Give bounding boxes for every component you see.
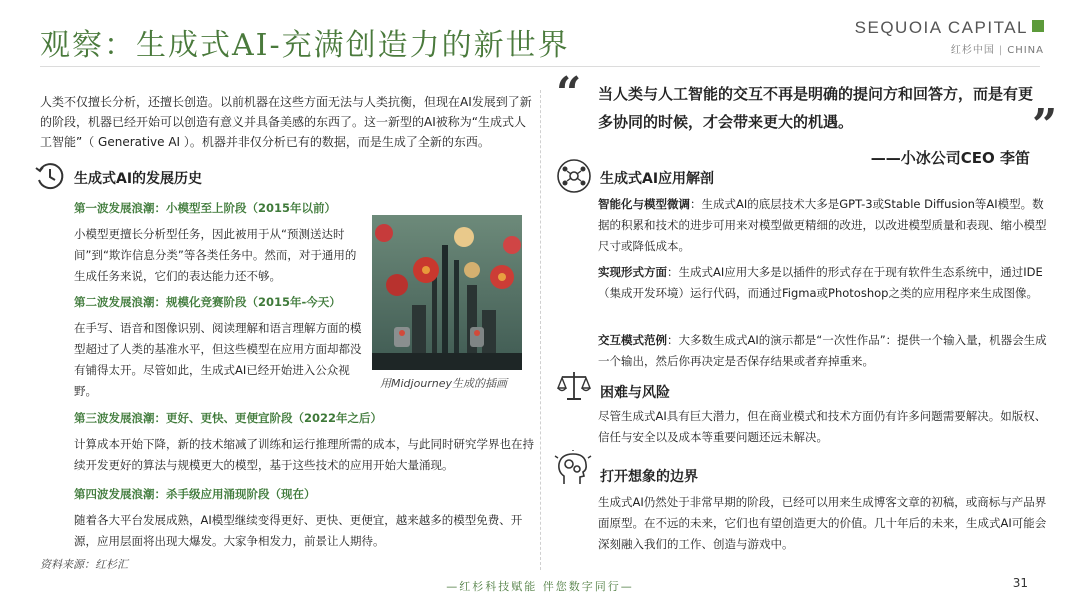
wave2-text: 在手写、语音和图像识别、阅读理解和语言理解方面的模型超过了人类的基准水平，但这些模型在应用方面却都没有铺得太开。尽管如此，生成式AI已经开始进入公众视野。: [74, 321, 362, 398]
footer-slogan: —红杉科技赋能 伴您数字同行—: [446, 580, 634, 593]
page-title: 观察：生成式AI-充满创造力的新世界: [40, 28, 570, 63]
logo-mark-icon: [1032, 20, 1044, 32]
photo-caption: 用Midjourney生成的插画: [380, 377, 508, 390]
ceo-quote: 当人类与人工智能的交互不再是明确的提问方和回答方，而是有更多协同的时候，才会带来更大的机遇。: [598, 85, 1034, 131]
midjourney-illustration: [372, 215, 522, 370]
history-section-title: 生成式AI的发展历史: [74, 171, 203, 187]
close-quote-icon: ”: [1032, 100, 1058, 151]
sequoia-logo: SEQUOIA CAPITAL 红杉中国 | CHINA: [854, 18, 1044, 56]
wave2-title: 第二波发展浪潮：规模化竞赛阶段（2015年-今天）: [74, 295, 341, 309]
column-divider: [540, 90, 541, 570]
paragraph-implementation: [598, 262, 1048, 304]
source-note: 资料来源：红杉汇: [40, 558, 128, 571]
wave1-title: 第一波发展浪潮：小模型至上阶段（2015年以前）: [74, 201, 337, 215]
header-rule: [40, 66, 1040, 67]
risk-text: 尽管生成式AI具有巨大潜力，但在商业模式和技术方面仍有许多问题需要解决。如版权、信任与安全以及成本等重要问题还远未解决。: [598, 409, 1047, 444]
intro-paragraph: 人类不仅擅长分析，还擅长创造。以前机器在这些方面无法与人类抗衡，但现在AI发展到了新的阶段，机器已经开始可以创造有意义并具备美感的东西了。这一新型的AI被称为“生成式人工智能”（ Generative AI ）。机器并非仅分析已有的数据，而是生成了全新的东西。: [40, 95, 532, 149]
open-quote-icon: “: [556, 68, 582, 119]
page-number: 31: [1012, 576, 1028, 590]
logo-sub-en: CHINA: [1007, 45, 1044, 56]
wave3-text: 计算成本开始下降，新的技术缩减了训练和运行推理所需的成本，与此同时研究学界也在持续开发更好的算法与规模更大的模型，基于这些技术的应用开始大量涌现。: [74, 437, 534, 472]
interaction-lead: 交互模式范例: [598, 333, 667, 347]
wave1-text: 小模型更擅长分析型任务，因此被用于从“预测送达时间”到“欺诈信息分类”等各类任务中。然而，对于通用的生成任务来说，它们的表达能力还不够。: [74, 227, 357, 283]
wave4-text: 随着各大平台发展成熟，AI模型继续变得更好、更快、更便宜，越来越多的模型免费、开源，应用层面将出现大爆发。大家争相发力，前景让人期待。: [74, 513, 523, 548]
head-gears-icon: [554, 450, 592, 488]
clock-history-icon: [34, 160, 66, 192]
logo-wordmark: SEQUOIA CAPITAL: [854, 18, 1028, 37]
apps-section-title: 生成式AI应用解剖: [600, 171, 715, 187]
logo-sub-cn: 红杉中国: [950, 45, 995, 56]
implementation-lead: 实现形式方面: [598, 265, 667, 279]
future-section-title: 打开想象的边界: [600, 469, 698, 485]
implementation-text: ：生成式AI应用大多是以插件的形式存在于现有软件生态系统中，通过IDE（集成开发环境）运行代码，而通过Figma或Photoshop之类的应用程序来生成图像。: [598, 265, 1043, 300]
interaction-text: ：大多数生成式AI的演示都是“一次性作品”：提供一个输入量，机器会生成一个输出，然后你再决定是否保存结果或者弃掉重来。: [598, 333, 1047, 368]
network-nodes-icon: [556, 158, 592, 194]
wave3-title: 第三波发展浪潮：更好、更快、更便宜阶段（2022年之后）: [74, 411, 383, 425]
paragraph-interaction: [598, 330, 1048, 372]
paragraph-model-tuning: [598, 194, 1048, 257]
scales-icon: [556, 368, 592, 404]
model-tuning-lead: 智能化与模型微调: [598, 197, 690, 211]
risk-section-title: 困难与风险: [600, 385, 670, 401]
wave4-title: 第四波发展浪潮：杀手级应用涌现阶段（现在）: [74, 487, 316, 501]
model-tuning-text: ：生成式AI的底层技术大多是GPT-3或Stable Diffusion等AI模型。数据的积累和技术的进步可用来对模型做更精细的改进，以改进模型质量和表现、缩小模型尺寸或降低成本。: [598, 197, 1047, 253]
future-text: 生成式AI仍然处于非常早期的阶段，已经可以用来生成博客文章的初稿，或商标与产品界面原型。在不远的未来，它们也有望创造更大的价值。几十年后的未来，生成式AI可能会深刻融入我们的工作、创造与游戏中。: [598, 495, 1047, 551]
quote-attribution: ——小冰公司CEO 李笛: [870, 149, 1030, 167]
